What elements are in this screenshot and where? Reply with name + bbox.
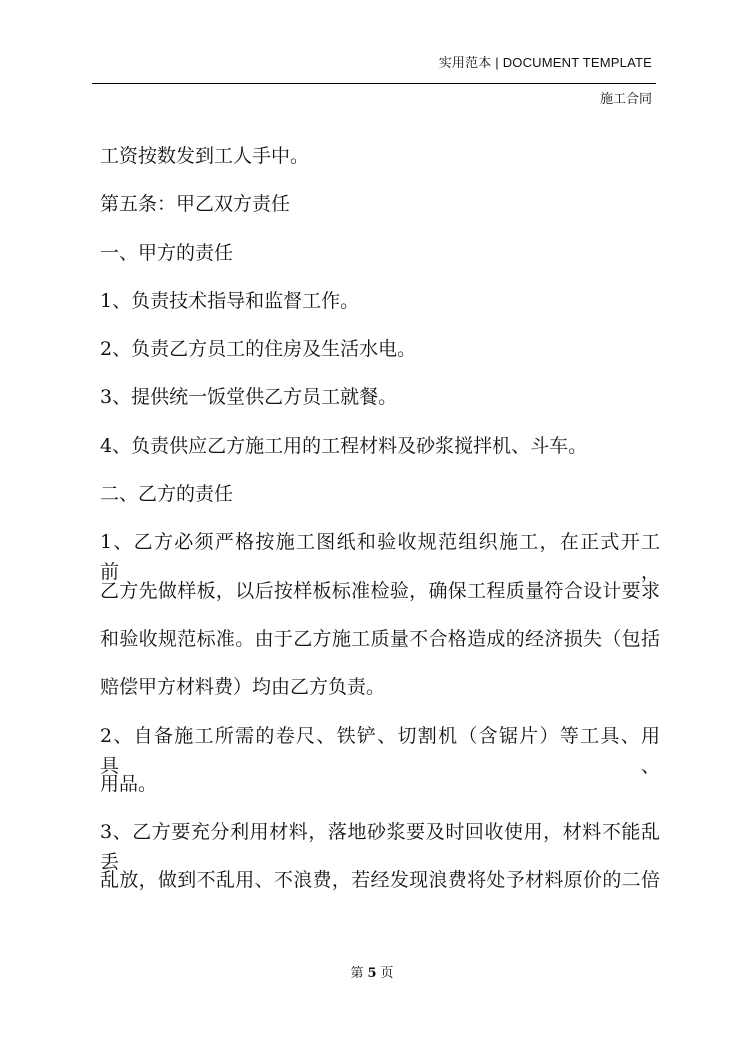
body-line: 乙方先做样板，以后按样板标准检验，确保工程质量符合设计要求 [100,579,660,602]
body-line: 第五条：甲乙双方责任 [100,193,291,216]
body-line: 工资按数发到工人手中。 [100,145,310,167]
page-label-suffix: 页 [380,966,394,981]
body-line: 乱放，做到不乱用、不浪费，若经发现浪费将处予材料原价的二倍 [100,869,660,892]
body-line: 2、自备施工所需的卷尺、铁铲、切割机（含锯片）等工具、用具、 [100,724,660,777]
contract-body [100,141,660,914]
body-line: 用品。 [100,772,158,795]
page-number: 5 [367,966,377,981]
body-line: 和验收规范标准。由于乙方施工质量不合格造成的经济损失（包括 [100,627,660,650]
body-line: 2、负责乙方员工的住房及生活水电。 [100,338,417,361]
body-line: 1、乙方必须严格按施工图纸和验收规范组织施工，在正式开工前， [100,531,660,584]
body-line: 1、负责技术指导和监督工作。 [100,289,360,312]
header-divider [92,83,656,84]
body-line: 3、乙方要充分利用材料，落地砂浆要及时回收使用，材料不能乱丢 [100,821,660,874]
body-line: 3、提供统一饭堂供乙方员工就餐。 [100,386,398,409]
header-template-label: 实用范本 | DOCUMENT TEMPLATE [438,55,652,70]
body-line: 二、乙方的责任 [100,483,234,506]
body-line: 一、甲方的责任 [100,241,234,264]
header-doc-type: 施工合同 [599,91,652,106]
page-label-prefix: 第 [350,966,364,981]
body-line: 赔偿甲方材料费）均由乙方负责。 [100,676,386,699]
page-footer [0,962,744,981]
body-line: 4、负责供应乙方施工用的工程材料及砂浆搅拌机、斗车。 [100,434,588,457]
